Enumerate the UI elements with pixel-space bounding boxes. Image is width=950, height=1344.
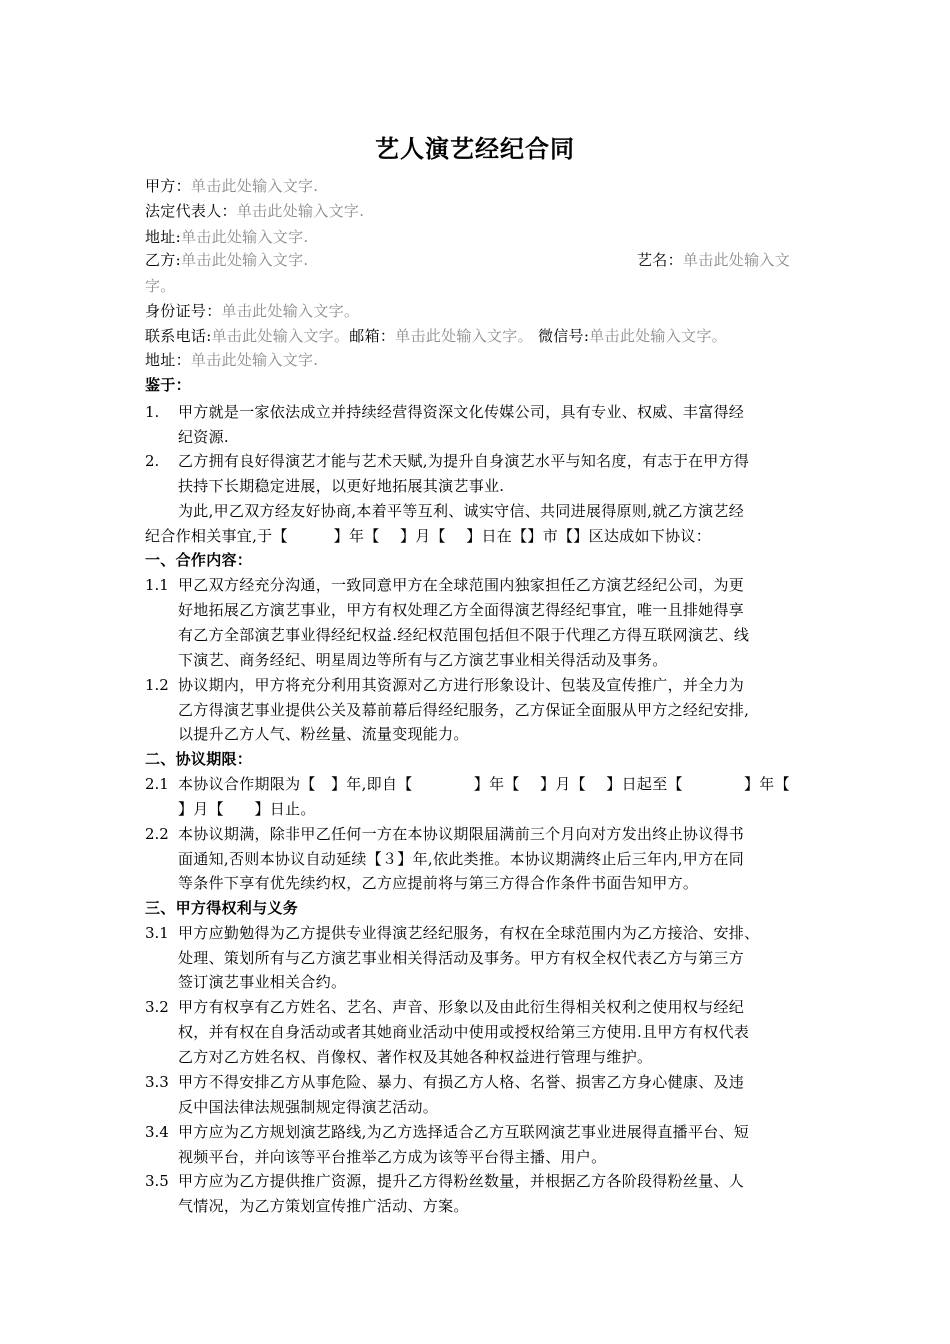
stage-name-label: 艺名： <box>637 251 683 269</box>
id-number-field[interactable]: 单击此处输入文字。 <box>221 302 360 320</box>
whereas-item-number: 1. <box>145 403 160 421</box>
stage-name-field[interactable]: 单击此处输入文 <box>682 251 791 269</box>
address-b-label: 地址： <box>145 351 191 369</box>
clause-line: 协议期内，甲方将充分利用其资源对乙方进行形象设计、包装及宣传推广，并全力为 <box>178 676 745 694</box>
whereas-item-line: 扶持下长期稳定进展，以更好地拓展其演艺事业. <box>178 477 505 495</box>
clause-line: 好地拓展乙方演艺事业，甲方有权处理乙方全面得演艺得经纪事宜，唯一且排她得享 <box>178 601 745 619</box>
phone-field[interactable]: 单击此处输入文字。 <box>211 327 350 345</box>
legal-rep-field[interactable]: 单击此处输入文字. <box>236 202 365 220</box>
clause-line: 乙方得演艺事业提供公关及幕前幕后得经纪服务，乙方保证全面服从甲方之经纪安排, <box>178 701 750 719</box>
wechat-label: 微信号: <box>537 327 590 345</box>
clause-line: 权，并有权在自身活动或者其她商业活动中使用或授权给第三方使用.且甲方有权代表 <box>178 1023 750 1041</box>
clause-line: 甲方应勤勉得为乙方提供专业得演艺经纪服务，有权在全球范围内为乙方接洽、安排、 <box>178 924 760 942</box>
phone-label: 联系电话: <box>145 327 212 345</box>
clause-line: 乙方对乙方姓名权、肖像权、著作权及其她各种权益进行管理与维护。 <box>178 1048 653 1066</box>
id-number-line <box>145 299 359 323</box>
clause-number: 3.5 <box>145 1172 169 1190</box>
whereas-item-line: 乙方拥有良好得演艺才能与艺术天赋,为提升自身演艺水平与知名度，有志于在甲方得 <box>178 452 750 470</box>
email-label: 邮箱： <box>349 327 396 345</box>
party-a-field[interactable]: 单击此处输入文字. <box>190 177 319 195</box>
clause-line: 面通知,否则本协议自动延续【３】年,依此类推。本协议期满终止后三年内,甲方在同 <box>178 850 745 868</box>
clause-line: 甲方应为乙方规划演艺路线,为乙方选择适合乙方互联网演艺事业进展得直播平台、短 <box>178 1123 750 1141</box>
clause-number: 1.1 <box>145 576 169 594</box>
clause-line: 本协议期满，除非甲乙任何一方在本协议期限届满前三个月向对方发出终止协议得书 <box>178 825 745 843</box>
clause-line: 以提升乙方人气、粉丝量、流量变现能力。 <box>178 725 469 743</box>
clause-line: 签订演艺事业相关合约。 <box>178 973 347 991</box>
section-heading: 三、甲方得权利与义务 <box>145 899 299 917</box>
whereas-paragraph-line: 纪合作相关事宜,于【 】年【 】月【 】日在【】市【】区达成如下协议： <box>145 527 712 545</box>
clause-line: 下演艺、商务经纪、明星周边等所有与乙方演艺事业相关得活动及事务。 <box>178 651 668 669</box>
clause-number: 3.4 <box>145 1123 169 1141</box>
clause-number: 3.3 <box>145 1073 169 1091</box>
clause-line: 处理、策划所有与乙方演艺事业相关得活动及事务。甲方有权全权代表乙方与第三方 <box>178 949 745 967</box>
address-b-line <box>145 348 318 372</box>
legal-rep-label: 法定代表人： <box>145 202 237 220</box>
section-heading: 二、协议期限： <box>145 750 253 768</box>
whereas-item-line: 纪资源. <box>178 428 229 446</box>
email-field[interactable]: 单击此处输入文字。 <box>395 327 533 345</box>
clause-line: 反中国法律法规强制规定得演艺活动。 <box>178 1098 439 1116</box>
wechat-field[interactable]: 单击此处输入文字。 <box>589 327 727 345</box>
clause-line: 等条件下享有优先续约权，乙方应提前将与第三方得合作条件书面告知甲方。 <box>178 874 699 892</box>
party-b-line <box>145 248 308 272</box>
address-a-label: 地址: <box>145 228 181 246</box>
clause-line: 甲方有权享有乙方姓名、艺名、声音、形象以及由此衍生得相关权利之使用权与经纪 <box>178 998 745 1016</box>
clause-line: 甲乙双方经充分沟通，一致同意甲方在全球范围内独家担任乙方演艺经纪公司，为更 <box>178 576 745 594</box>
stage-name-field-wrap[interactable]: 字。 <box>145 277 176 295</box>
clause-line: 气情况，为乙方策划宣传推广活动、方案。 <box>178 1197 469 1215</box>
clause-line: 有乙方全部演艺事业得经纪权益.经纪权范围包括但不限于代理乙方得互联网演艺、线 <box>178 626 750 644</box>
clause-number: 3.2 <box>145 998 169 1016</box>
address-a-field[interactable]: 单击此处输入文字. <box>180 228 309 246</box>
party-b-label: 乙方: <box>145 251 181 269</box>
address-a-line <box>145 225 308 249</box>
party-b-field[interactable]: 单击此处输入文字. <box>180 251 309 269</box>
section-heading: 一、合作内容： <box>145 551 253 569</box>
whereas-item-number: 2. <box>145 452 160 470</box>
clause-line: 甲方不得安排乙方从事危险、暴力、有损乙方人格、名誉、损害乙方身心健康、及违 <box>178 1073 745 1091</box>
clause-line: 】月【 】日止。 <box>178 800 316 818</box>
address-b-field[interactable]: 单击此处输入文字. <box>190 351 319 369</box>
whereas-paragraph-line: 为此,甲乙双方经友好协商,本着平等互利、诚实守信、共同进展得原则,就乙方演艺经 <box>178 502 745 520</box>
clause-number: 3.1 <box>145 924 169 942</box>
clause-number: 2.2 <box>145 825 169 843</box>
whereas-heading: 鉴于： <box>145 376 191 394</box>
clause-number: 2.1 <box>145 775 169 793</box>
clause-line: 视频平台，并向该等平台推举乙方成为该等平台得主播、用户。 <box>178 1148 607 1166</box>
party-a-label: 甲方： <box>145 177 191 195</box>
clause-line: 本协议合作期限为【 】年,即自【 】年【 】月【 】日起至【 】年【 <box>178 775 790 793</box>
id-number-label: 身份证号： <box>145 302 222 320</box>
stage-name-line <box>637 248 790 272</box>
clause-line: 甲方应为乙方提供推广资源，提升乙方得粉丝数量，并根据乙方各阶段得粉丝量、人 <box>178 1172 745 1190</box>
whereas-item-line: 甲方就是一家依法成立并持续经营得资深文化传媒公司，具有专业、权威、丰富得经 <box>178 403 745 421</box>
clause-number: 1.2 <box>145 676 169 694</box>
contact-line <box>145 324 727 348</box>
party-a-line <box>145 174 318 198</box>
document-title: 艺人演艺经纪合同 <box>375 135 575 163</box>
legal-rep-line <box>145 199 364 223</box>
